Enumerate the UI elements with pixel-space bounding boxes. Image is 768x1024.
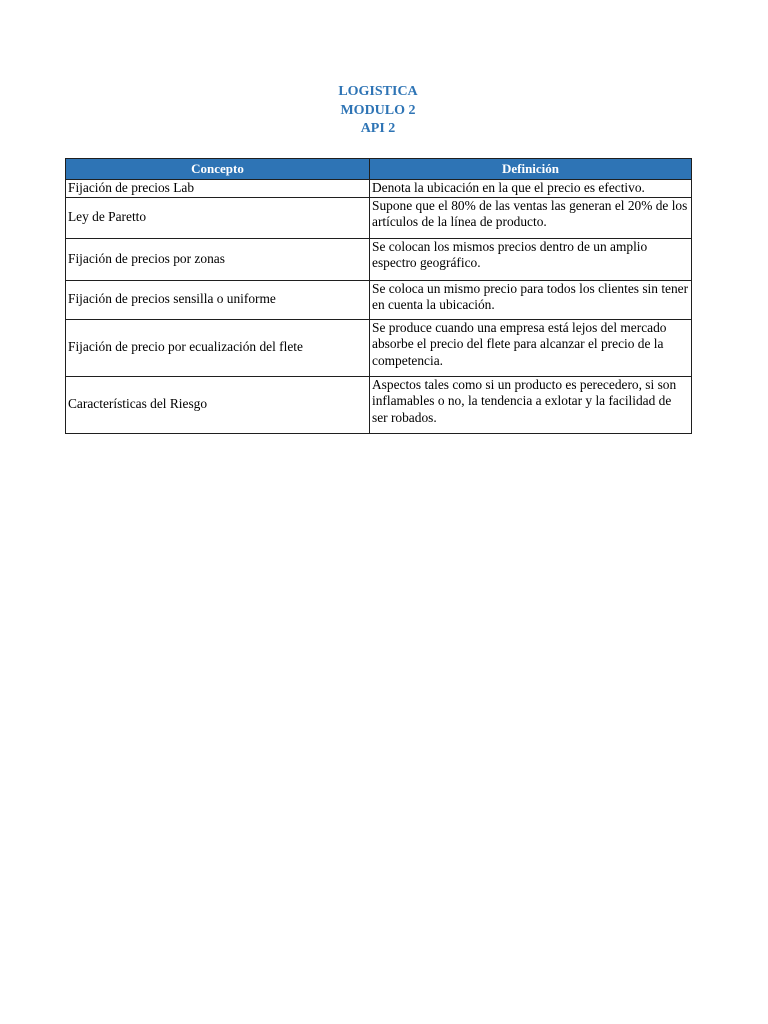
concepto-cell: Ley de Paretto — [66, 197, 370, 238]
definicion-cell: Supone que el 80% de las ventas las generan el 20% de los artículos de la línea de producto. — [370, 197, 692, 238]
concepto-cell: Fijación de precios por zonas — [66, 238, 370, 280]
concepto-cell: Fijación de precios sensilla o uniforme — [66, 280, 370, 319]
table-row — [66, 180, 692, 198]
table-row — [66, 376, 692, 433]
table-header-row — [66, 159, 692, 180]
document-title — [0, 83, 756, 139]
column-header-definicion: Definición — [370, 159, 692, 180]
concepto-cell: Fijación de precios Lab — [66, 180, 370, 198]
table-row — [66, 280, 692, 319]
concepto-cell: Fijación de precio por ecualización del flete — [66, 319, 370, 376]
concepto-cell: Características del Riesgo — [66, 376, 370, 433]
definicion-cell: Se produce cuando una empresa está lejos del mercado absorbe el precio del flete para alcanzar el precio de la competencia. — [370, 319, 692, 376]
definicion-cell: Denota la ubicación en la que el precio es efectivo. — [370, 180, 692, 198]
definicion-cell: Se coloca un mismo precio para todos los clientes sin tener en cuenta la ubicación. — [370, 280, 692, 319]
title-module: MODULO 2 — [340, 102, 416, 118]
definicion-cell: Se colocan los mismos precios dentro de un amplio espectro geográfico. — [370, 238, 692, 280]
column-header-concepto: Concepto — [66, 159, 370, 180]
definicion-cell: Aspectos tales como si un producto es perecedero, si son inflamables o no, la tendencia a exlotar y la facilidad de ser robados. — [370, 376, 692, 433]
title-subject: LOGISTICA — [338, 84, 418, 99]
table-row — [66, 197, 692, 238]
title-api: API 2 — [360, 121, 396, 136]
table-row — [66, 238, 692, 280]
concepts-table — [65, 158, 692, 434]
table-row — [66, 319, 692, 376]
